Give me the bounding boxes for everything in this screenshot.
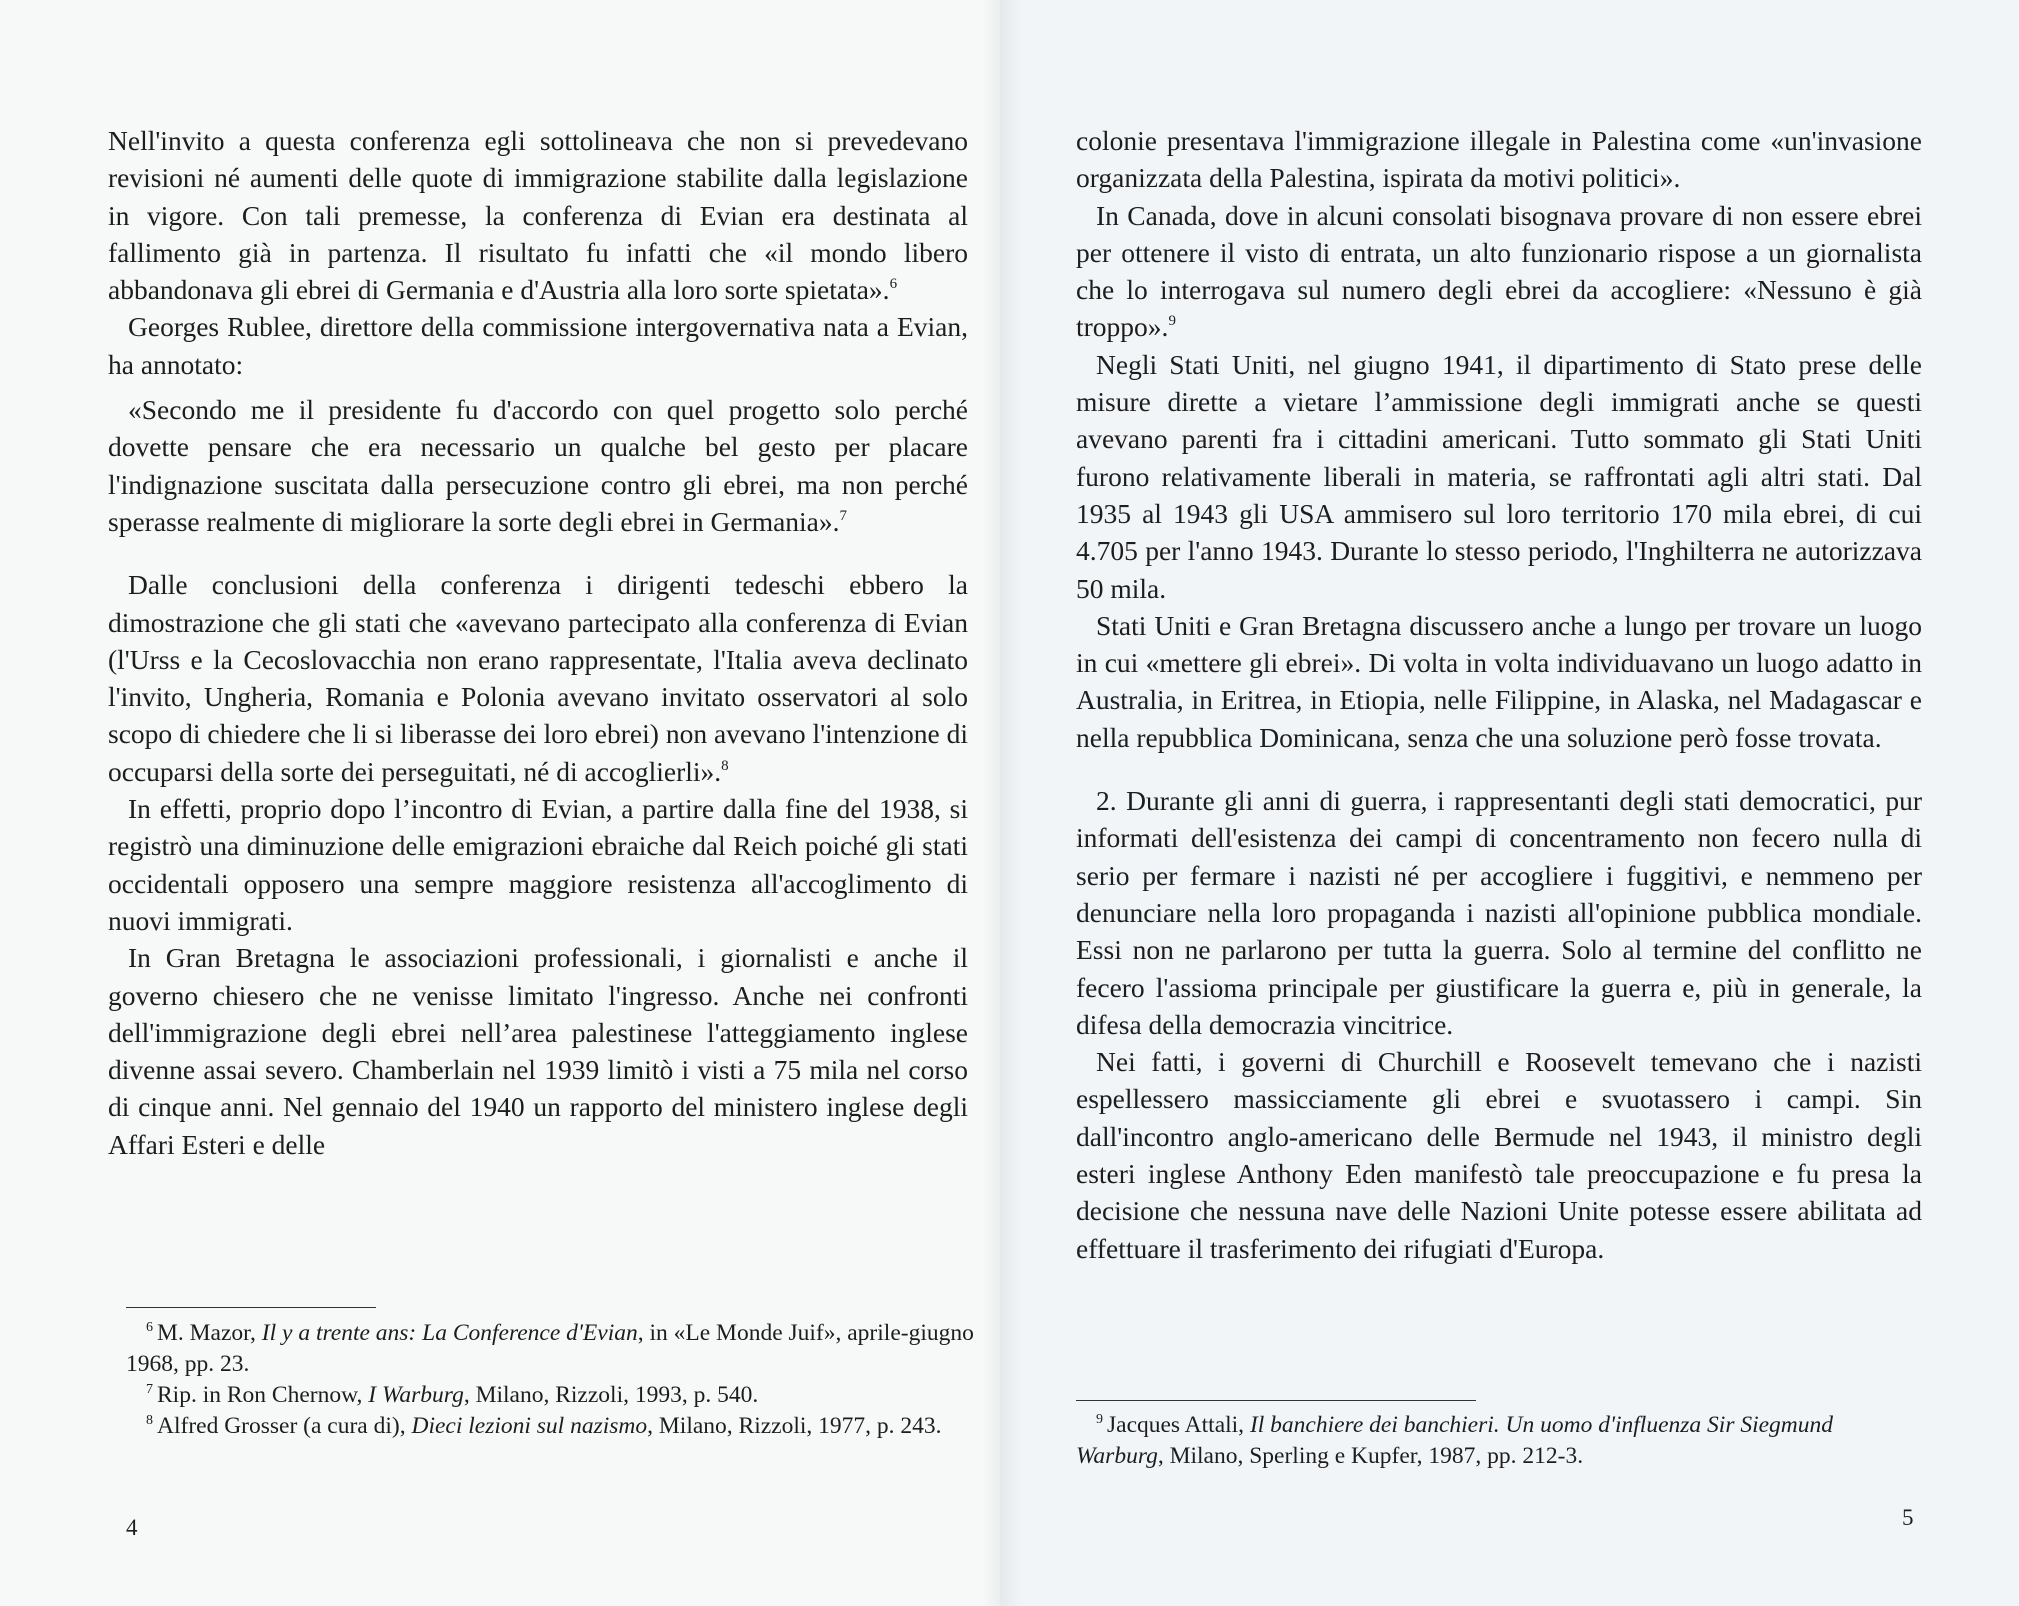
footnote: $^7$ Rip. in Ron Chernow, I Warburg, Milano, Rizzoli, 1993, p. 540. — [146, 1382, 759, 1408]
paragraph: Stati Uniti e Gran Bretagna discussero anche a lungo per trovare un luogo in cui «mettere gli ebrei». Di volta in volta individuavano un luogo adatto in Australia, in Eritrea, in Etiopia, nelle Filippine, in Alaska, nel Madagascar e nella repubblica Dominicana, senza che una soluzione però fosse trovata. — [1076, 609, 1922, 753]
footnote-ref: 6 — [889, 276, 898, 293]
footnote: $^8$ Alfred Grosser (a cura di), Dieci lezioni sul nazismo, Milano, Rizzoli, 1977, p. 243. — [146, 1413, 942, 1439]
page-number: 5 — [1902, 1505, 1914, 1530]
footnote: $^9$ Jacques Attali, Il banchiere dei banchieri. Un uomo d'influenza Sir Siegmund Warburg, Milano, Sperling e Kupfer, 1987, pp. 212-3. — [1076, 1412, 1834, 1469]
paragraph: In Canada, dove in alcuni consolati bisognava provare di non essere ebrei per ottenere il visto di entrata, un alto funzionario rispose a un giornalista che lo interrogava sul numero degli ebrei da accogliere: «Nessuno è già troppo».$^9$ — [1076, 199, 1922, 343]
paragraph: Negli Stati Uniti, nel giugno 1941, il dipartimento di Stato prese delle misure dirette a vietare l’ammissione degli immigrati anche se questi avevano parenti fra i cittadini americani. Tutto sommato gli Stati Uniti furono relativamente liberali in materia, se raffrontati agli altri stati. Dal 1935 al 1943 gli USA ammisero sul loro territorio 170 mila ebrei, di cui 4.705 per l'anno 1943. Durante lo stesso periodo, l'Inghilterra ne autorizzava 50 mila. — [1076, 348, 1922, 604]
footnote-rule — [126, 1307, 376, 1308]
right-body-text — [1076, 122, 1922, 1267]
footnote-ref: 7 — [839, 507, 848, 524]
left-body-text — [108, 122, 968, 1163]
footnote-rule — [1076, 1400, 1476, 1401]
block-quote: «Secondo me il presidente fu d'accordo con quel progetto solo perché dovette pensare che era necessario un qualche bel gesto per placare l'indignazione suscitata dalla persecuzione contro gli ebrei, ma non perché sperasse realmente di migliorare la sorte degli ebrei in Germania».$^7$ — [108, 394, 968, 537]
book-gutter — [982, 0, 1022, 1606]
footnote-ref: 9 — [1168, 313, 1176, 330]
left-page — [0, 0, 1000, 1606]
footnotes — [126, 1318, 986, 1442]
paragraph: Nei fatti, i governi di Churchill e Roosevelt temevano che i nazisti espellessero massicciamente gli ebrei e svuotassero i campi. Sin dall'incontro anglo-americano delle Bermude nel 1943, il ministro degli esteri inglese Anthony Eden manifestò tale preoccupazione e fu presa la decisione che nessuna nave delle Nazioni Unite potesse essere abilitata ad effettuare il trasferimento dei rifugiati d'Europa. — [1076, 1046, 1922, 1264]
paragraph: colonie presentava l'immigrazione illegale in Palestina come «un'invasione organizzata della Palestina, ispirata da motivi politici». — [1076, 125, 1922, 194]
footnote-ref: 8 — [721, 757, 729, 774]
paragraph: 2. Durante gli anni di guerra, i rappresentanti degli stati democratici, pur informati dell'esistenza dei campi di concentramento non fecero nulla di serio per fermare i nazisti né per accogliere i fuggitivi, e nemmeno per denunciare nella loro propaganda i nazisti all'opinione pubblica mondiale. Essi non ne parlarono per tutta la guerra. Solo al termine del conflitto ne fecero l'assioma principale per giustificare la guerra e, più in generale, la difesa della democrazia vincitrice. — [1076, 785, 1922, 1040]
paragraph: In Gran Bretagna le associazioni professionali, i giornalisti e anche il governo chiesero che ne venisse limitato l'ingresso. Anche nei confronti dell'immigrazione degli ebrei nell’area palestinese l'atteggiamento inglese divenne assai severo. Chamberlain nel 1939 limitò i visti a 75 mila nel corso di cinque anni. Nel gennaio del 1940 un rapporto del ministero inglese degli Affari Esteri e delle — [108, 942, 968, 1160]
paragraph: Georges Rublee, direttore della commissione intergovernativa nata a Evian, ha annotato: — [108, 311, 968, 380]
footnotes — [1076, 1410, 1922, 1472]
paragraph: Dalle conclusioni della conferenza i dirigenti tedeschi ebbero la dimostrazione che gli stati che «avevano partecipato alla conferenza di Evian (l'Urss e la Cecoslovacchia non erano rappresentate, l'Italia aveva declinato l'invito, Ungheria, Romania e Polonia avevano invitato osservatori al solo scopo di chiedere che li si liberasse dei loro ebrei) non avevano l'intenzione di occuparsi della sorte dei perseguitati, né di accoglierli».$^8$ — [108, 569, 968, 787]
footnote: $^6$ M. Mazor, Il y a trente ans: La Conference d'Evian, in «Le Monde Juif», aprile-giugno 1968, pp. 23. — [126, 1320, 974, 1377]
right-page — [1000, 0, 2019, 1606]
paragraph: In effetti, proprio dopo l’incontro di Evian, a partire dalla fine del 1938, si registrò una diminuzione delle emigrazioni ebraiche dal Reich poiché gli stati occidentali opposero una sempre maggiore resistenza all'accoglimento di nuovi immigrati. — [108, 793, 968, 936]
page-number: 4 — [126, 1515, 138, 1540]
paragraph: Nell'invito a questa conferenza egli sottolineava che non si prevedevano revisioni né aumenti delle quote di immigrazione stabilite dalla legislazione in vigore. Con tali premesse, la conferenza di Evian era destinata al fallimento già in partenza. Il risultato fu infatti che «il mondo libero abbandonava gli ebrei di Germania e d'Austria alla loro sorte spietata».$^6$ — [108, 125, 968, 306]
